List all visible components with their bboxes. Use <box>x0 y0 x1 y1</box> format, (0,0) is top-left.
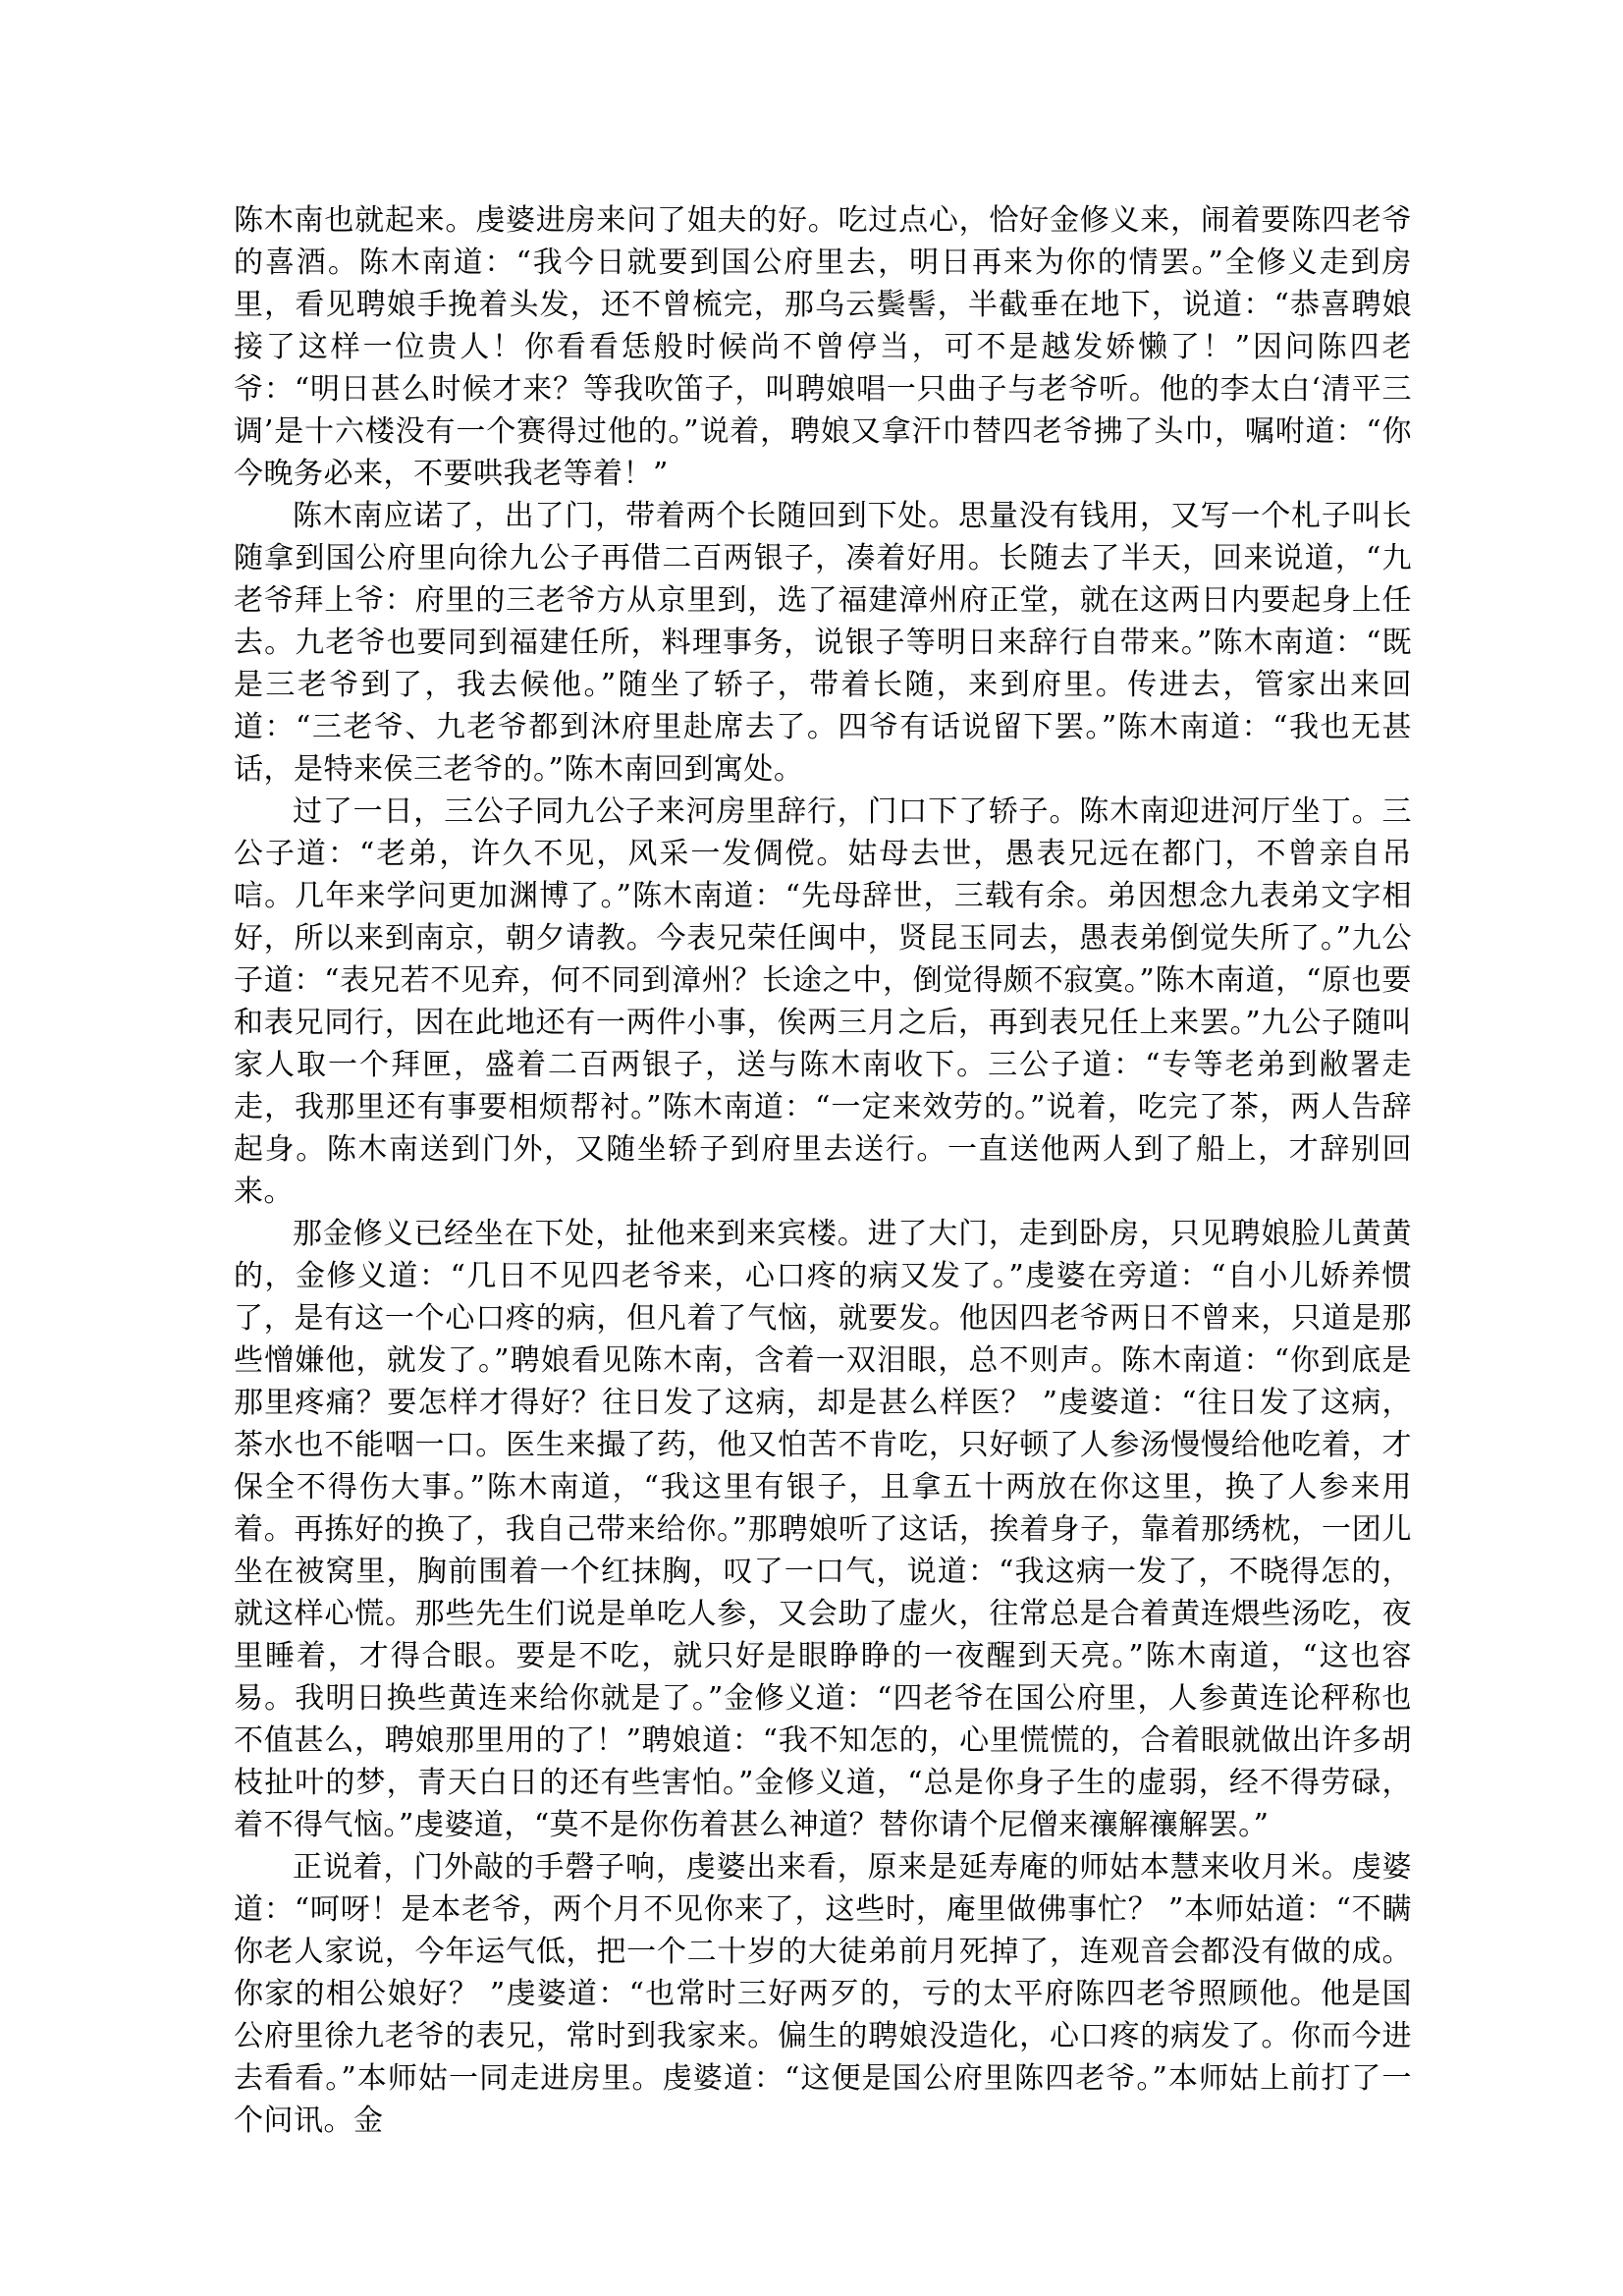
paragraph-4: 那金修义已经坐在下处，扯他来到来宾楼。进了大门，走到卧房，只见聘娘脸儿黄黄的，金修义道：“几日不见四老爷来，心口疼的病又发了。”虔婆在旁道：“自小儿娇养惯了，是有这一个心口疼的病，但凡着了气恼，就要发。他因四老爷两日不曾来，只道是那些憎嫌他，就发了。”聘娘看见陈木南，含着一双泪眼，总不则声。陈木南道：“你到底是那里疼痛？要怎样才得好？往日发了这病，却是甚么样医？ ”虔婆道：“往日发了这病，茶水也不能咽一口。医生来撮了药，他又怕苦不肯吃，只好顿了人参汤慢慢给他吃着，才保全不得伤大事。”陈木南道，“我这里有银子，且拿五十两放在你这里，换了人参来用着。再拣好的换了，我自己带来给你。”那聘娘听了这话，挨着身子，靠着那绣枕，一团儿坐在被窝里，胸前围着一个红抹胸，叹了一口气，说道：“我这病一发了，不晓得怎的，就这样心慌。那些先生们说是单吃人参，又会助了虚火，往常总是合着黄连煨些汤吃，夜里睡着，才得合眼。要是不吃，就只好是眼睁睁的一夜醒到天亮。”陈木南道，“这也容易。我明日换些黄连来给你就是了。”金修义道：“四老爷在国公府里，人参黄连论秤称也不值甚么，聘娘那里用的了！”聘娘道：“我不知怎的，心里慌慌的，合着眼就做出许多胡枝扯叶的梦，青天白日的还有些害怕。”金修义道，“总是你身子生的虚弱，经不得劳碌，着不得气恼。”虔婆道，“莫不是你伤着甚么神道？替你请个尼僧来禳解禳解罢。” <box>234 1217 1412 1842</box>
text-block <box>234 199 1412 2142</box>
paragraph-1: 陈木南也就起来。虔婆进房来问了姐夫的好。吃过点心，恰好金修义来，闹着要陈四老爷的喜酒。陈木南道：“我今日就要到国公府里去，明日再来为你的情罢。”全修义走到房里，看见聘娘手挽着头发，还不曾梳完，那乌云鬓髻，半截垂在地下，说道：“恭喜聘娘接了这样一位贵人！你看看恁般时候尚不曾停当，可不是越发娇懒了！”因问陈四老爷：“明日甚么时候才来？等我吹笛子，叫聘娘唱一只曲子与老爷听。他的李太白‘清平三调’是十六楼没有一个赛得过他的。”说着，聘娘又拿汗巾替四老爷拂了头巾，嘱咐道：“你今晚务必来，不要哄我老等着！” <box>234 203 1412 491</box>
paragraph-3: 过了一日，三公子同九公子来河房里辞行，门口下了轿子。陈木南迎进河厅坐丁。三公子道：“老弟，许久不见，风采一发倜傥。姑母去世，愚表兄远在都门，不曾亲自吊唁。几年来学问更加渊博了。”陈木南道：“先母辞世，三载有余。弟因想念九表弟文字相好，所以来到南京，朝夕请教。今表兄荣任闽中，贤昆玉同去，愚表弟倒觉失所了。”九公子道：“表兄若不见弃，何不同到漳州？长途之中，倒觉得颇不寂寞。”陈木南道，“原也要和表兄同行，因在此地还有一两件小事，俟两三月之后，再到表兄任上来罢。”九公子随叫家人取一个拜匣，盛着二百两银子，送与陈木南收下。三公子道：“专等老弟到敝署走走，我那里还有事要相烦帮衬。”陈木南道：“一定来效劳的。”说着，吃完了茶，两人告辞起身。陈木南送到门外，又随坐轿子到府里去送行。一直送他两人到了船上，才辞别回来。 <box>234 794 1412 1209</box>
paragraph-2: 陈木南应诺了，出了门，带着两个长随回到下处。思量没有钱用，又写一个札子叫长随拿到国公府里向徐九公子再借二百两银子，凑着好用。长随去了半天，回来说道，“九老爷拜上爷：府里的三老爷方从京里到，选了福建漳州府正堂，就在这两日内要起身上任去。九老爷也要同到福建任所，料理事务，说银子等明日来辞行自带来。”陈木南道：“既是三老爷到了，我去候他。”随坐了轿子，带着长随，来到府里。传进去，管家出来回道：“三老爷、九老爷都到沐府里赴席去了。四爷有话说留下罢。”陈木南道：“我也无甚话，是特来侯三老爷的。”陈木南回到寓处。 <box>234 499 1412 787</box>
paragraph-5: 正说着，门外敲的手磬子响，虔婆出来看，原来是延寿庵的师姑本慧来收月米。虔婆道：“呵呀！是本老爷，两个月不见你来了，这些时，庵里做佛事忙？ ”本师姑道：“不瞒你老人家说，今年运气低，把一个二十岁的大徒弟前月死掉了，连观音会都没有做的成。你家的相公娘好？ ”虔婆道：“也常时三好两歹的，亏的太平府陈四老爷照顾他。他是国公府里徐九老爷的表兄，常时到我家来。偏生的聘娘没造化，心口疼的病发了。你而今进去看看。”本师姑一同走进房里。虔婆道：“这便是国公府里陈四老爷。”本师姑上前打了一个问讯。金 <box>234 1850 1412 2138</box>
